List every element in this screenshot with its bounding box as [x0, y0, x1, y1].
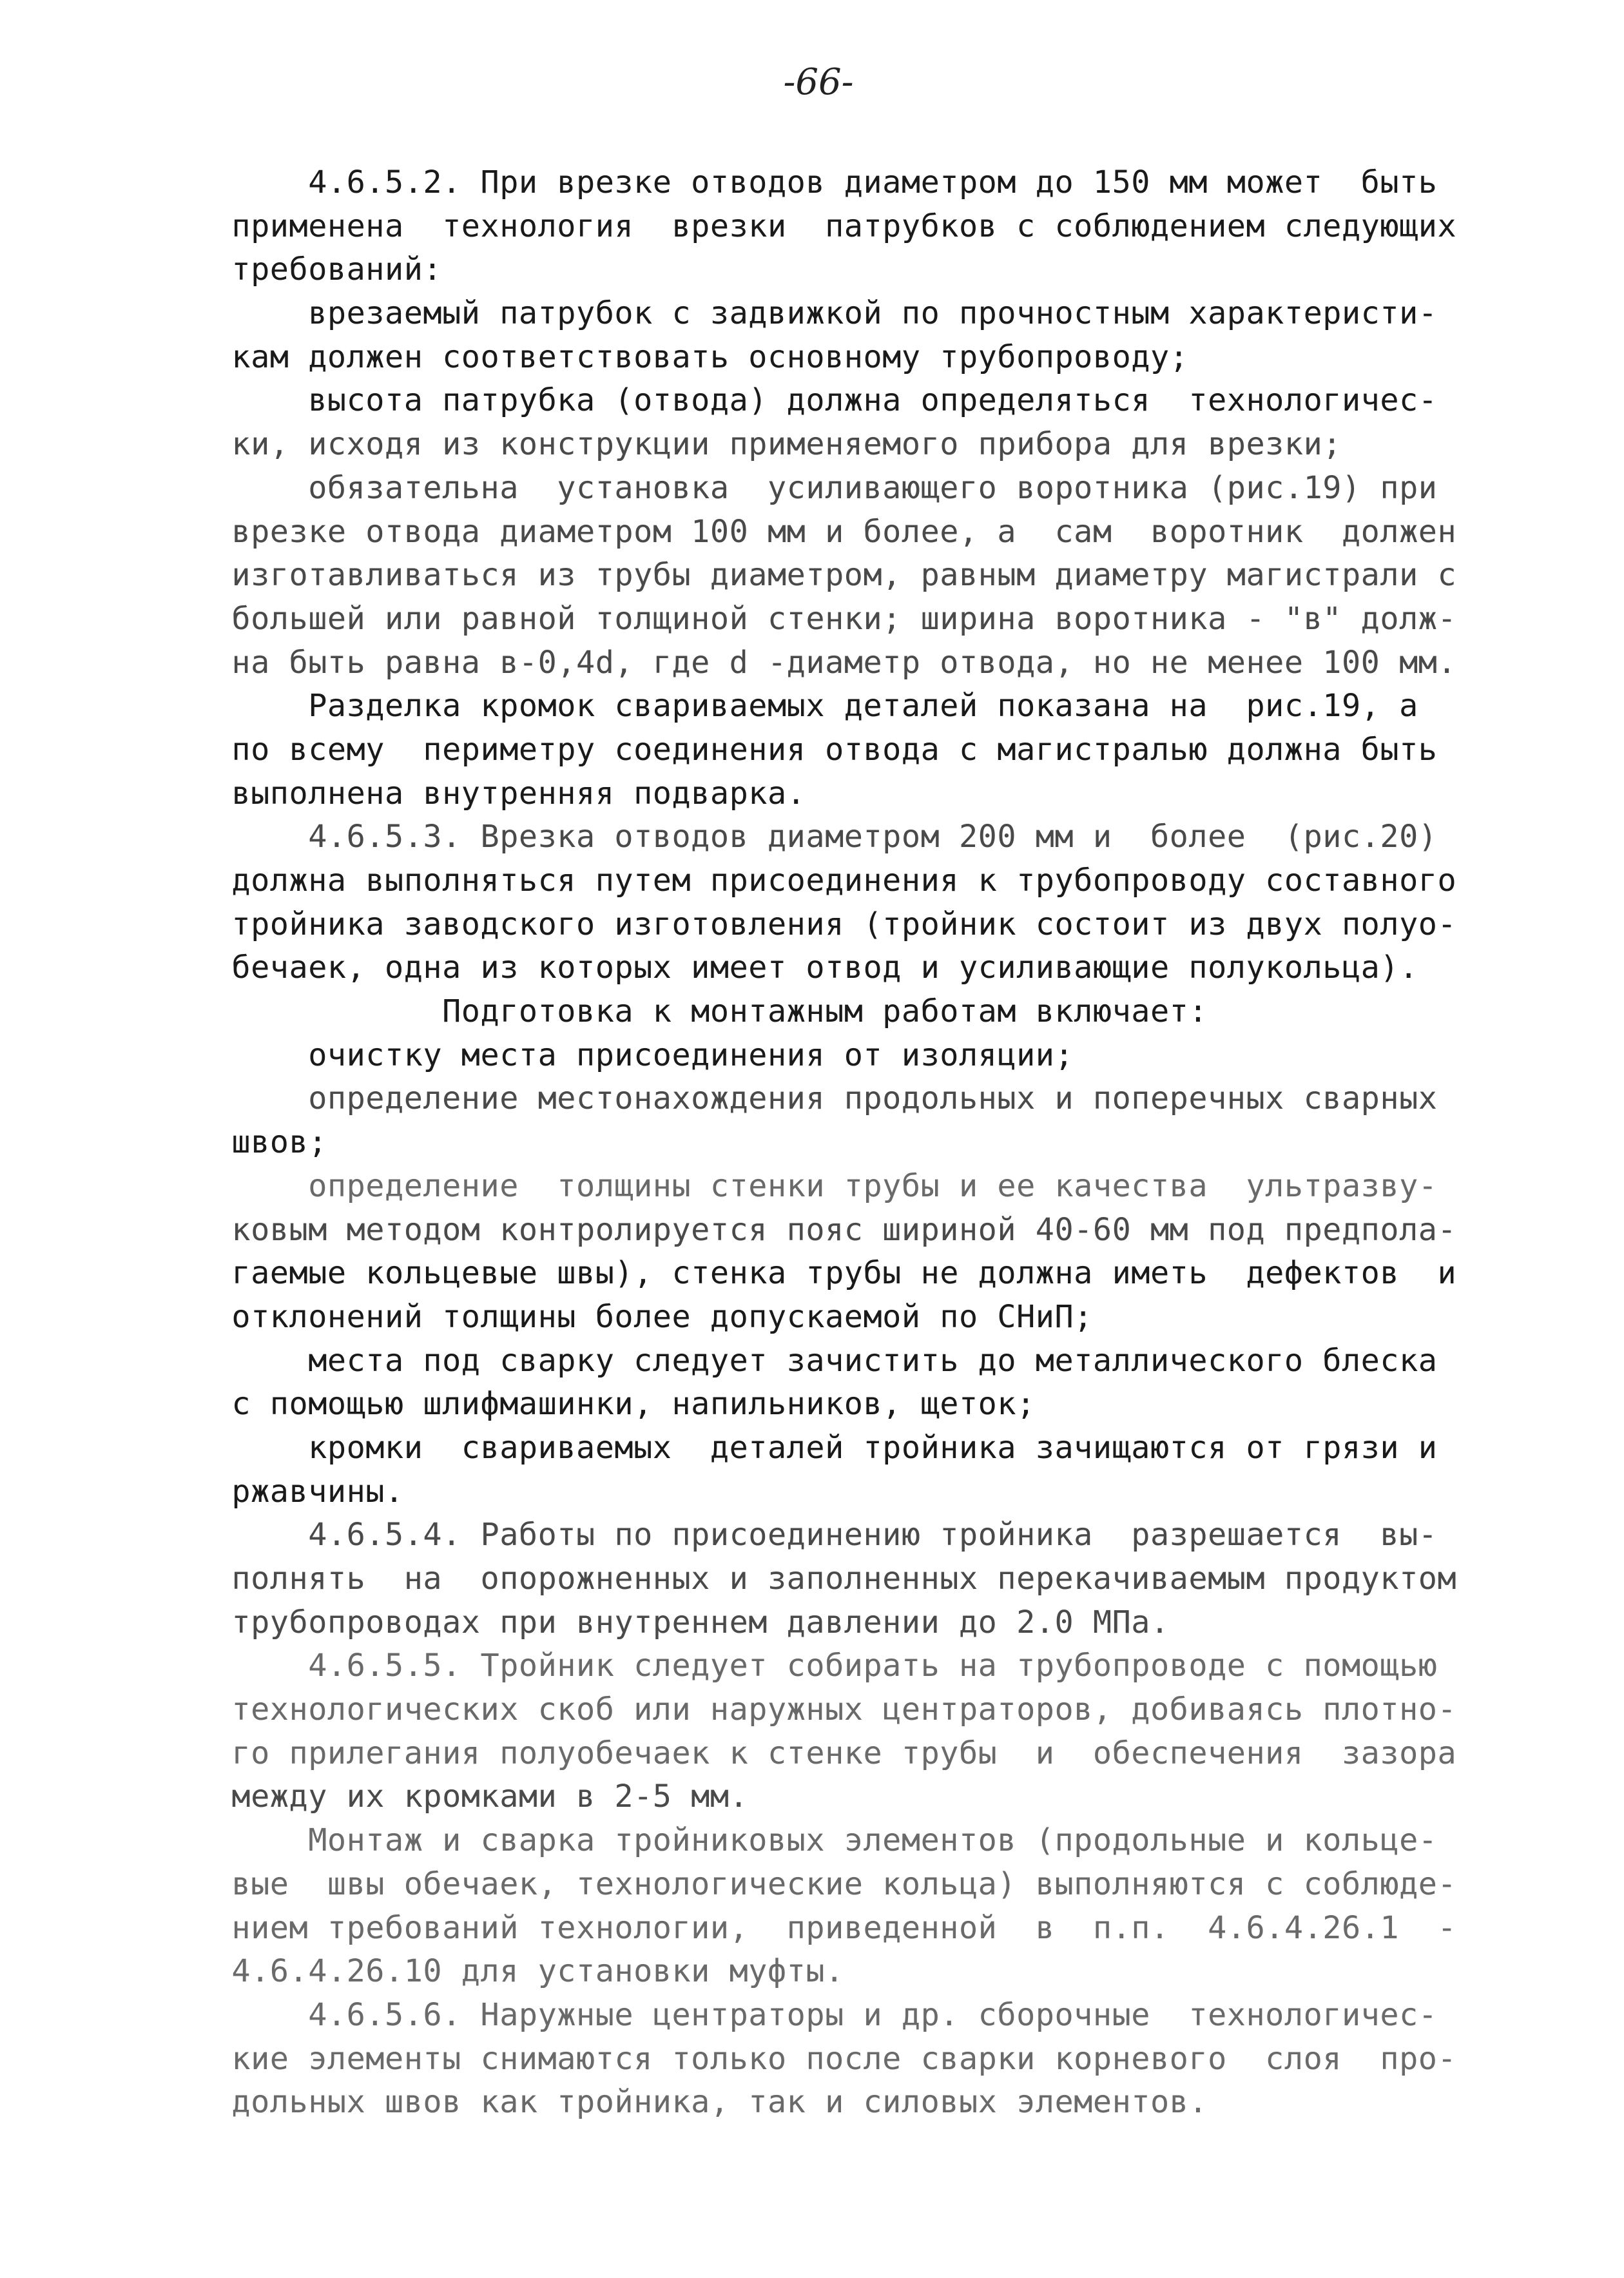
text-line: трубопроводах при внутреннем давлении до 2.0 МПа. [193, 1604, 1170, 1640]
text-line: технологических скоб или наружных центраторов, добиваясь плотно- [193, 1691, 1457, 1728]
text-line: обязательна установка усиливающего воротника (рис.19) при [193, 469, 1438, 506]
text-line: должна выполняться путем присоединения к трубопроводу составного [193, 862, 1457, 899]
page-number: -66- [783, 61, 854, 103]
body-text [193, 161, 1469, 2125]
text-line: 4.6.5.3. Врезка отводов диаметром 200 мм и более (рис.20) [193, 819, 1438, 855]
text-line: кромки свариваемых деталей тройника зачищаются от грязи и [193, 1429, 1438, 1466]
text-line: места под сварку следует зачистить до металлического блеска [193, 1342, 1438, 1379]
text-line: 4.6.5.2. При врезке отводов диаметром до 150 мм может быть [193, 164, 1438, 200]
text-line: ковым методом контролируется пояс шириной 40-60 мм под предпола- [193, 1211, 1457, 1248]
text-line: 4.6.4.26.10 для установки муфты. [193, 1953, 844, 1990]
text-line: кам должен соответствовать основному трубопроводу; [193, 338, 1189, 375]
text-line: на быть равна в-0,4d, где d -диаметр отвода, но не менее 100 мм. [193, 644, 1457, 681]
text-line: швов; [193, 1124, 327, 1161]
text-line: 4.6.5.5. Тройник следует собирать на трубопроводе с помощью [193, 1648, 1438, 1684]
text-line: большей или равной толщиной стенки; ширина воротника - "в" долж- [193, 600, 1457, 637]
text-line: определение местонахождения продольных и поперечных сварных [193, 1080, 1438, 1117]
text-line: Монтаж и сварка тройниковых элементов (продольные и кольце- [193, 1822, 1438, 1859]
text-line: очистку места присоединения от изоляции; [193, 1037, 1074, 1073]
text-line: тройника заводского изготовления (тройник состоит из двух полуо- [193, 906, 1457, 942]
text-line: 4.6.5.6. Наружные центраторы и др. сборочные технологичес- [193, 1996, 1438, 2033]
text-line: 4.6.5.4. Работы по присоединению тройника разрешается вы- [193, 1517, 1438, 1553]
text-line: бечаек, одна из которых имеет отвод и усиливающие полукольца). [193, 949, 1418, 986]
text-line: по всему периметру соединения отвода с магистралью должна быть [193, 731, 1438, 768]
text-line: полнять на опорожненных и заполненных перекачиваемым продуктом [193, 1561, 1457, 1597]
text-line: го прилегания полуобечаек к стенке трубы и обеспечения зазора [193, 1735, 1457, 1771]
text-line: применена технология врезки патрубков с соблюдением следующих [193, 208, 1457, 244]
text-line: кие элементы снимаются только после сварки корневого слоя про- [193, 2040, 1457, 2077]
text-line: нием требований технологии, приведенной в п.п. 4.6.4.26.1 - [193, 1909, 1457, 1946]
text-line: между их кромками в 2-5 мм. [193, 1778, 749, 1815]
text-line: с помощью шлифмашинки, напильников, щеток; [193, 1386, 1036, 1423]
section-heading: Подготовка к монтажным работам включает: [193, 993, 1208, 1030]
text-line: изготавливаться из трубы диаметром, равным диаметру магистрали с [193, 557, 1457, 594]
text-line: определение толщины стенки трубы и ее качества ультразву- [193, 1167, 1438, 1204]
text-line: отклонений толщины более допускаемой по СНиП; [193, 1298, 1093, 1335]
text-line: врезаемый патрубок с задвижкой по прочностным характеристи- [193, 295, 1438, 332]
text-line: требований: [193, 251, 443, 288]
text-line: выполнена внутренняя подварка. [193, 775, 806, 812]
text-line: гаемые кольцевые швы), стенка трубы не должна иметь дефектов и [193, 1255, 1457, 1292]
text-line: вые швы обечаек, технологические кольца) выполняются с соблюде- [193, 1865, 1457, 1902]
text-line: Разделка кромок свариваемых деталей показана на рис.19, а [193, 688, 1418, 725]
text-line: ржавчины. [193, 1473, 404, 1510]
text-line: ки, исходя из конструкции применяемого прибора для врезки; [193, 426, 1342, 463]
text-line: дольных швов как тройника, так и силовых элементов. [193, 2084, 1208, 2121]
text-line: врезке отвода диаметром 100 мм и более, а сам воротник должен [193, 513, 1457, 550]
text-line: высота патрубка (отвода) должна определяться технологичес- [193, 382, 1438, 419]
